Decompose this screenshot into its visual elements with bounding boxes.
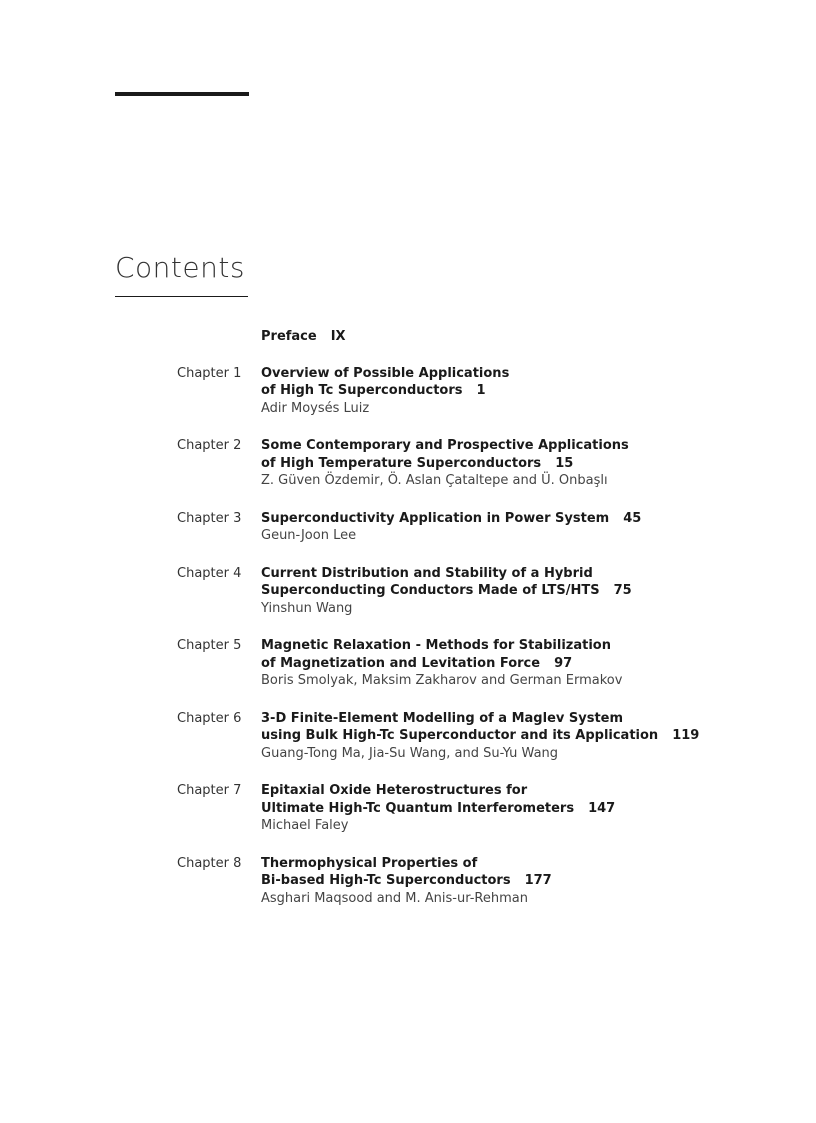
- page-number: 45: [623, 510, 642, 526]
- chapter-label: Chapter 7: [177, 783, 242, 798]
- entry-authors: Geun-Joon Lee: [261, 528, 357, 543]
- chapter-label: Chapter 4: [177, 565, 242, 581]
- page-number: 1: [476, 383, 486, 398]
- entry-title-line: of High Tc Superconductors 1: [261, 383, 486, 398]
- entry-authors: Z. Güven Özdemir, Ö. Aslan Çataltepe and Ü. Onbaşlı: [261, 473, 608, 488]
- entry-title-line: Superconducting Conductors Made of LTS/HTS 75: [261, 583, 632, 598]
- entry-authors: Adir Moysés Luiz: [261, 400, 370, 416]
- page-number: 147: [588, 800, 616, 816]
- toc-entry-chapter-1[interactable]: [0, 365, 816, 418]
- entry-title-line: Current Distribution and Stability of a Hybrid: [261, 565, 593, 581]
- top-decorative-rule: [115, 92, 249, 96]
- chapter-label: Chapter 8: [177, 855, 242, 871]
- entry-title-line: Overview of Possible Applications: [261, 365, 510, 381]
- page-number: IX: [330, 329, 346, 344]
- entry-authors: Asghari Maqsood and M. Anis-ur-Rehman: [261, 890, 528, 906]
- entry-title-line: Epitaxial Oxide Heterostructures for: [261, 783, 528, 798]
- page-title: Contents: [115, 251, 245, 284]
- table-of-contents: [0, 328, 816, 927]
- entry-title-line: of Magnetization and Levitation Force 97: [261, 655, 573, 671]
- entry-authors: Guang-Tong Ma, Jia-Su Wang, and Su-Yu Wang: [261, 745, 559, 761]
- page-number: 177: [524, 873, 552, 888]
- page-number: 15: [555, 455, 574, 471]
- entry-title-line: Some Contemporary and Prospective Applications: [261, 438, 629, 453]
- entry-title-line: using Bulk High-Tc Superconductor and its Application 119: [261, 728, 700, 743]
- entry-title-line: of High Temperature Superconductors 15: [261, 455, 574, 471]
- entry-title: [261, 328, 781, 346]
- page-number: 75: [613, 583, 632, 598]
- entry-authors: Yinshun Wang: [261, 600, 353, 616]
- chapter-label: Chapter 5: [177, 638, 242, 653]
- entry-title-line: Magnetic Relaxation - Methods for Stabilization: [261, 638, 611, 653]
- entry-title-line: Bi-based High-Tc Superconductors 177: [261, 873, 552, 888]
- page-number: 97: [554, 655, 573, 671]
- toc-entry-preface[interactable]: [0, 328, 816, 346]
- toc-entry-chapter-6[interactable]: [0, 710, 816, 763]
- entry-title-line: Thermophysical Properties of: [261, 855, 478, 871]
- entry-authors: Boris Smolyak, Maksim Zakharov and German Ermakov: [261, 673, 623, 688]
- toc-entry-chapter-4[interactable]: [0, 565, 816, 618]
- title-underline: [115, 296, 248, 297]
- entry-title-line: Superconductivity Application in Power System 45: [261, 510, 642, 526]
- page-number: 119: [672, 728, 700, 743]
- chapter-label: Chapter 6: [177, 710, 242, 726]
- chapter-label: Chapter 1: [177, 365, 242, 381]
- preface-title: Preface: [261, 329, 317, 344]
- toc-entry-chapter-7[interactable]: [0, 782, 816, 835]
- entry-title-line: 3-D Finite-Element Modelling of a Maglev System: [261, 710, 624, 726]
- chapter-label: Chapter 2: [177, 438, 242, 453]
- toc-entry-chapter-5[interactable]: [0, 637, 816, 690]
- chapter-label: Chapter 3: [177, 510, 242, 526]
- toc-entry-chapter-8[interactable]: [0, 855, 816, 908]
- entry-authors: Michael Faley: [261, 818, 349, 833]
- toc-entry-chapter-2[interactable]: [0, 437, 816, 490]
- toc-entry-chapter-3[interactable]: [0, 510, 816, 545]
- entry-title-line: Ultimate High-Tc Quantum Interferometers 147: [261, 800, 616, 816]
